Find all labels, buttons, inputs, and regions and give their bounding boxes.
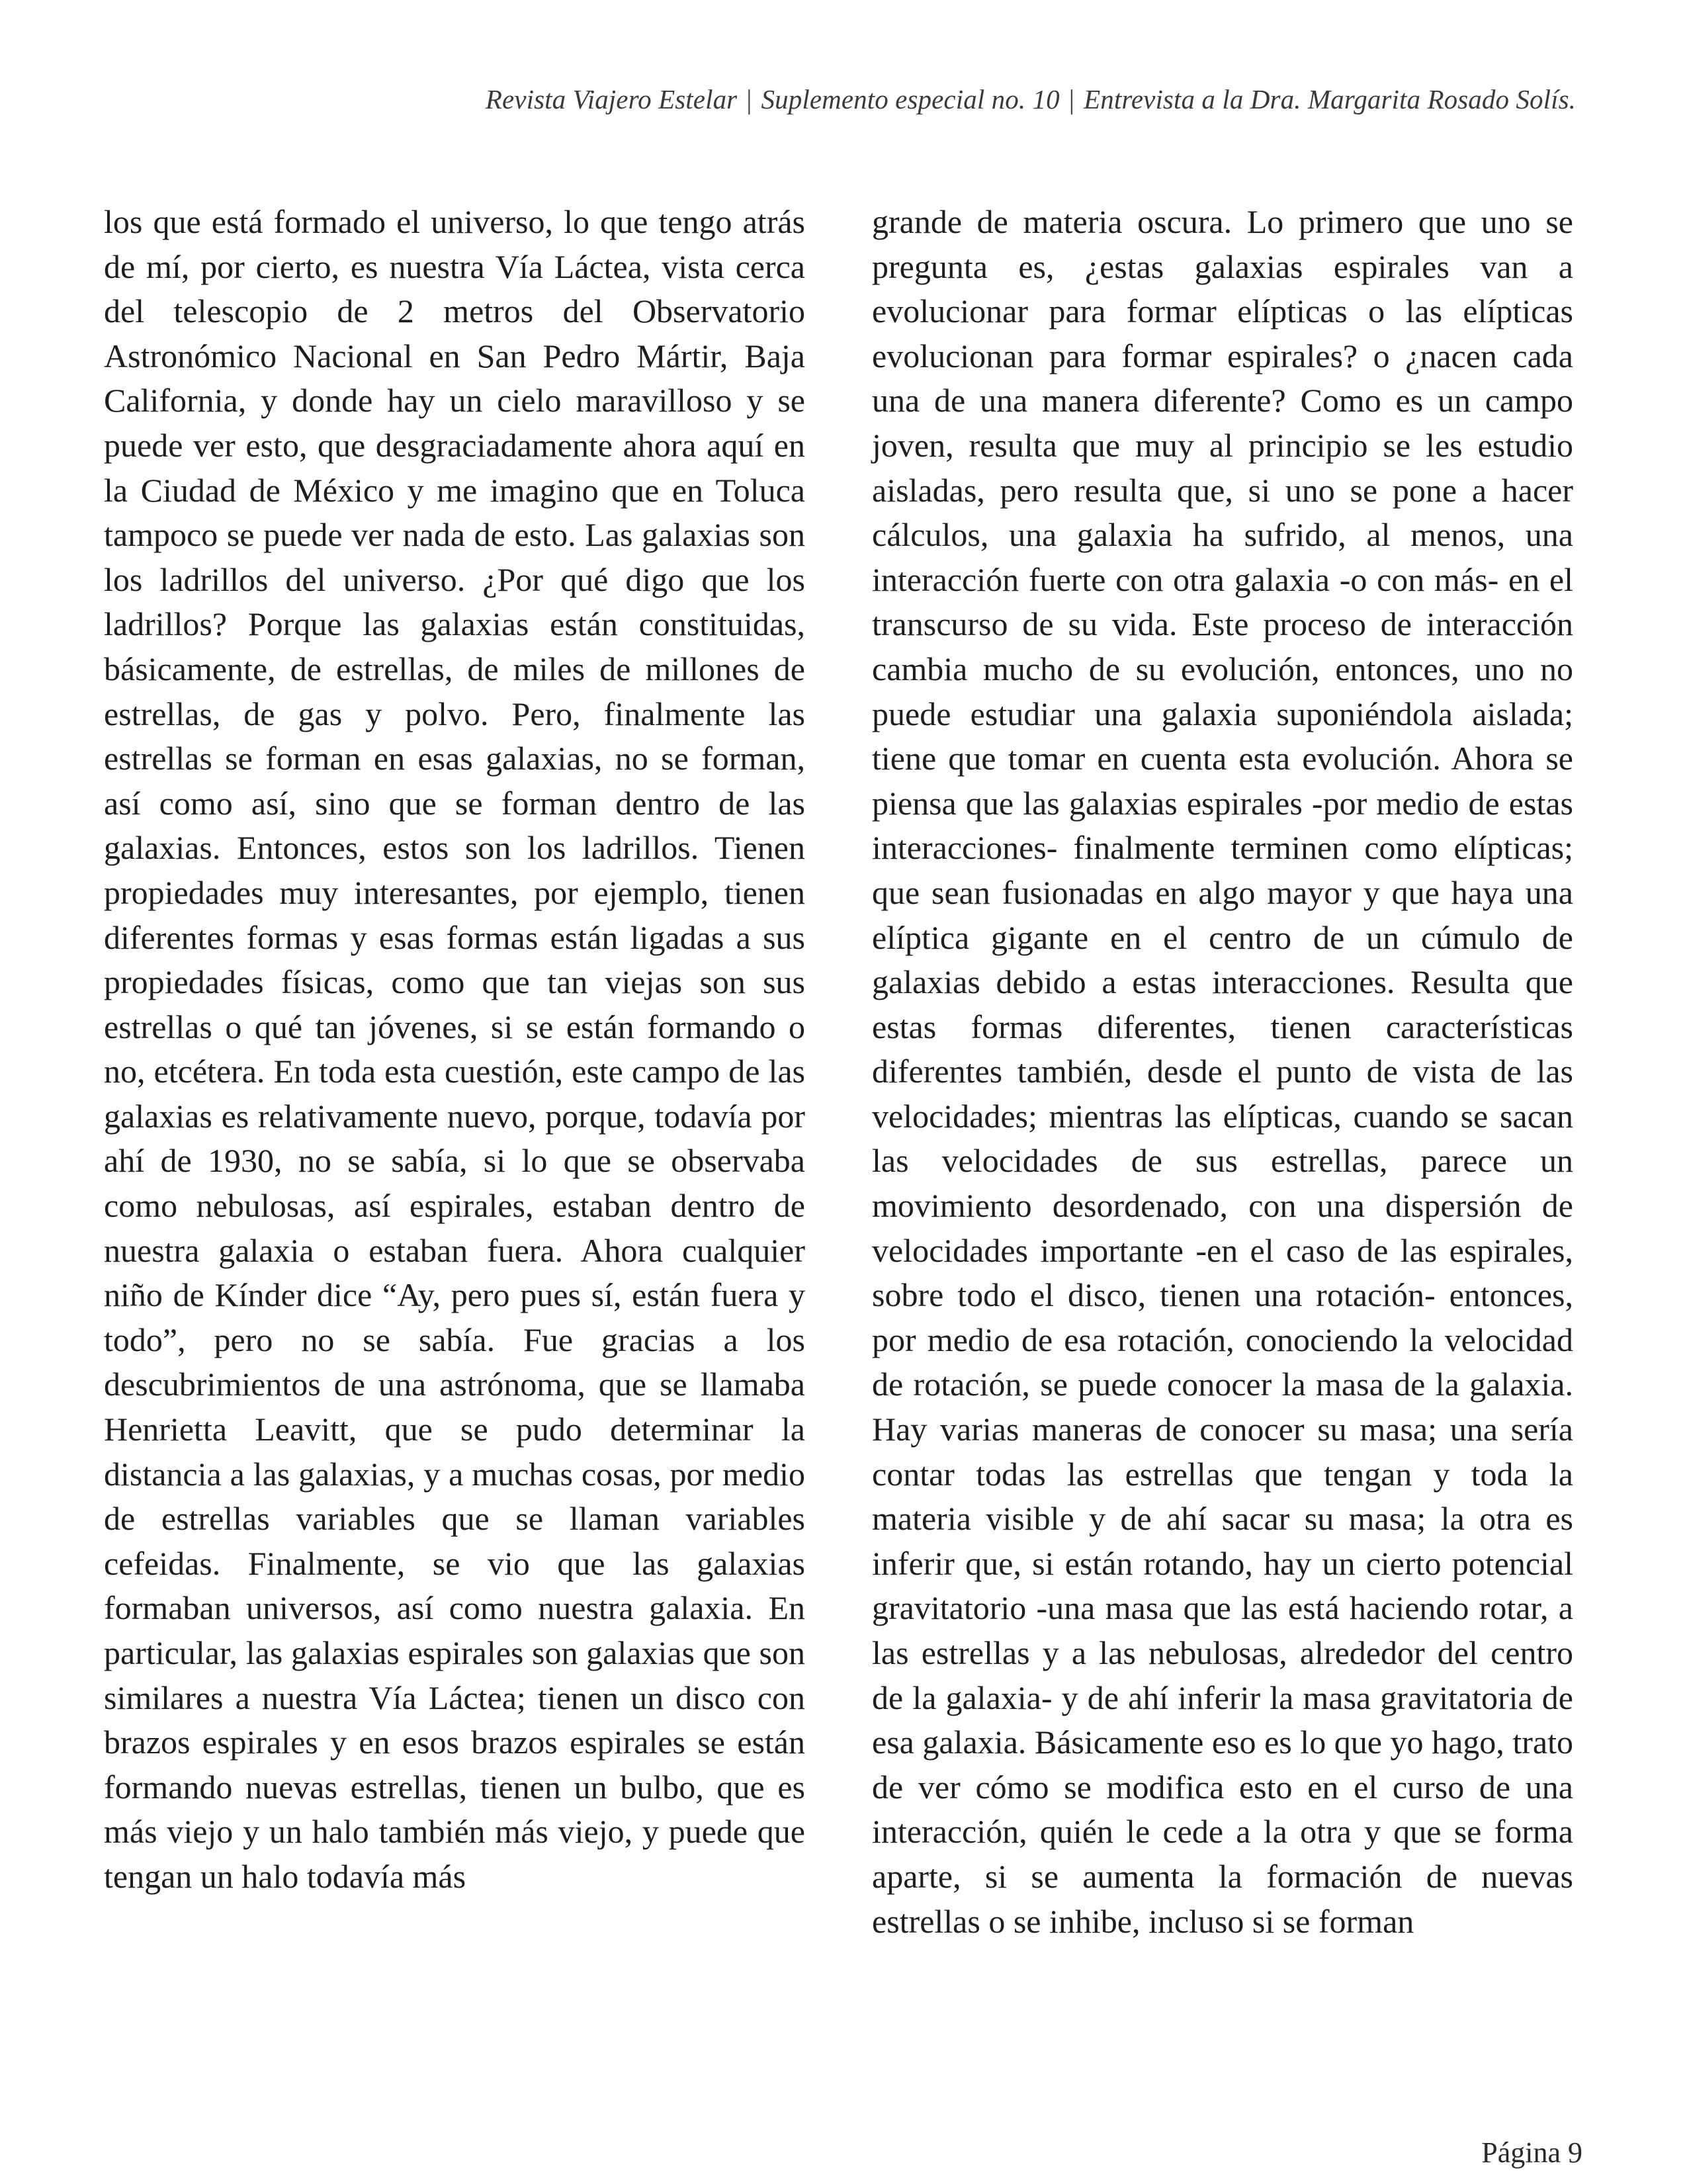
magazine-title: Revista Viajero Estelar: [485, 84, 738, 114]
left-column-paragraph: los que está formado el universo, lo que tengo atrás de mí, por cierto, es nuestra Vía Láctea, vista cerca del telescopio de 2 metros del Observatorio Astronómico Nacional en San Pedro Mártir, Baja California, y donde hay un cielo maravilloso y se puede ver esto, que desgraciadamente ahora aquí en la Ciudad de México y me imagino que en Toluca tampoco se puede ver nada de esto. Las galaxias son los ladrillos del universo. ¿Por qué digo que los ladrillos? Porque las galaxias están constituidas, básicamente, de estrellas, de miles de millones de estrellas, de gas y polvo. Pero, finalmente las estrellas se forman en esas galaxias, no se forman, así como así, sino que se forman dentro de las galaxias. Entonces, estos son los ladrillos. Tienen propiedades muy interesantes, por ejemplo, tienen diferentes formas y esas formas están ligadas a sus propiedades físicas, como que tan viejas son sus estrellas o qué tan jóvenes, si se están formando o no, etcétera. En toda esta cuestión, este campo de las galaxias es relativamente nuevo, porque, todavía por ahí de 1930, no se sabía, si lo que se observaba como nebulosas, así espirales, estaban dentro de nuestra galaxia o estaban fuera. Ahora cualquier niño de Kínder dice “Ay, pero pues sí, están fuera y todo”, pero no se sabía. Fue gracias a los descubrimientos de una astrónoma, que se llamaba Henrietta Leavitt, que se pudo determinar la distancia a las galaxias, y a muchas cosas, por medio de estrellas variables que se llaman variables cefeidas. Finalmente, se vio que las galaxias formaban universos, así como nuestra galaxia. En particular, las galaxias espirales son galaxias que son similares a nuestra Vía Láctea; tienen un disco con brazos espirales y en esos brazos espirales se están formando nuevas estrellas, tienen un bulbo, que es más viejo y un halo también más viejo, y puede que tengan un halo todavía más: [104, 203, 805, 1895]
supplement-title: Suplemento especial no. 10: [761, 84, 1060, 114]
interview-title: Entrevista a la Dra. Margarita Rosado Solís.: [1084, 84, 1576, 114]
running-header: [486, 83, 1576, 115]
left-text-column: [104, 200, 805, 1900]
header-separator: |: [746, 84, 752, 114]
right-column-paragraph: grande de materia oscura. Lo primero que uno se pregunta es, ¿estas galaxias espirales van a evolucionar para formar elípticas o las elípticas evolucionan para formar espirales? o ¿nacen cada una de una manera diferente? Como es un campo joven, resulta que muy al principio se les estudio aisladas, pero resulta que, si uno se pone a hacer cálculos, una galaxia ha sufrido, al menos, una interacción fuerte con otra galaxia -o con más- en el transcurso de su vida. Este proceso de interacción cambia mucho de su evolución, entonces, uno no puede estudiar una galaxia suponiéndola aislada; tiene que tomar en cuenta esta evolución. Ahora se piensa que las galaxias espirales -por medio de estas interacciones- finalmente terminen como elípticas; que sean fusionadas en algo mayor y que haya una elíptica gigante en el centro de un cúmulo de galaxias debido a estas interacciones. Resulta que estas formas diferentes, tienen características diferentes también, desde el punto de vista de las velocidades; mientras las elípticas, cuando se sacan las velocidades de sus estrellas, parece un movimiento desordenado, con una dispersión de velocidades importante -en el caso de las espirales, sobre todo el disco, tienen una rotación- entonces, por medio de esa rotación, conociendo la velocidad de rotación, se puede conocer la masa de la galaxia. Hay varias maneras de conocer su masa; una sería contar todas las estrellas que tengan y toda la materia visible y de ahí sacar su masa; la otra es inferir que, si están rotando, hay un cierto potencial gravitatorio -una masa que las está haciendo rotar, a las estrellas y a las nebulosas, alrededor del centro de la galaxia- y de ahí inferir la masa gravitatoria de esa galaxia. Básicamente eso es lo que yo hago, trato de ver cómo se modifica esto en el curso de una interacción, quién le cede a la otra y que se forma aparte, si se aumenta la formación de nuevas estrellas o se inhibe, incluso si se forman: [872, 203, 1573, 1940]
right-text-column: [872, 200, 1573, 1944]
header-separator: |: [1068, 84, 1075, 114]
page-number: Página 9: [1481, 2136, 1582, 2169]
